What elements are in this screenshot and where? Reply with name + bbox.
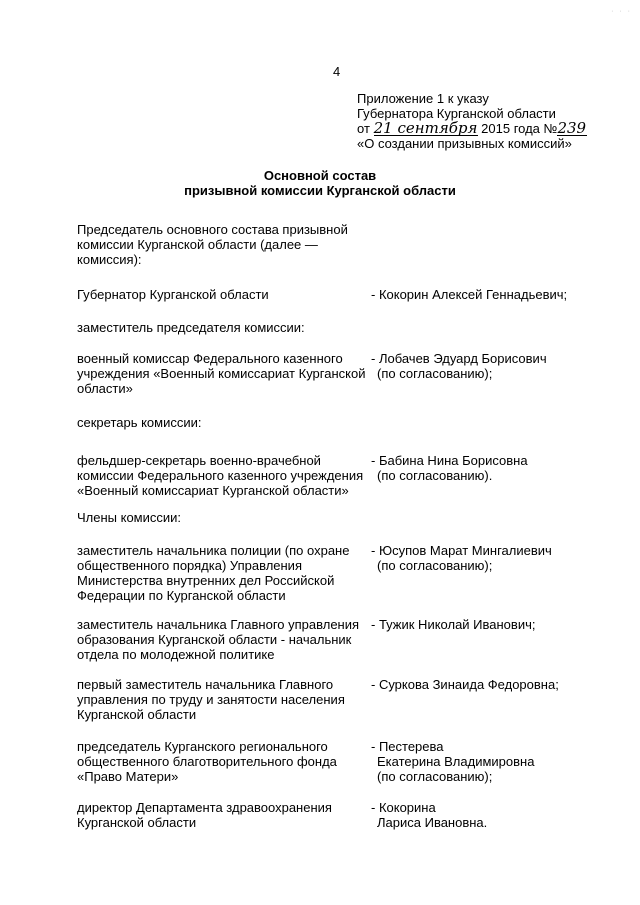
title-line-1: Основной состав [263, 168, 377, 183]
appendix-line-1: Приложение 1 к указу [357, 91, 489, 106]
text-line: комиссии Курганской области (далее — [77, 237, 318, 252]
position-text [77, 739, 367, 784]
text-line: директор Департамента здравоохранения [77, 800, 332, 815]
text-line: Лариса Ивановна. [377, 815, 488, 830]
text-line: общественного порядка) Управления [77, 558, 302, 573]
text-line: (по согласованию); [377, 769, 493, 784]
appendix-line-2: Губернатора Курганской области [357, 106, 556, 121]
handwritten-number: 239 [557, 119, 587, 137]
secretary-heading: секретарь комиссии: [77, 415, 202, 430]
text-line: (по согласованию). [377, 468, 493, 483]
position-text [77, 617, 367, 662]
appendix-header [357, 91, 627, 151]
handwritten-date: 21 сентября [373, 119, 478, 137]
text-line: учреждения «Военный комиссариат Курганской [77, 366, 366, 381]
text-line: Губернатор Курганской области [77, 287, 269, 302]
text-line: Екатерина Владимировна [377, 754, 535, 769]
text-line: - Лобачев Эдуард Борисович [371, 351, 547, 366]
document-title [0, 168, 640, 198]
scan-corner-marks: · · · [611, 8, 632, 15]
text-line: образования Курганской области - начальник [77, 632, 352, 647]
text-line: комиссии Федерального казенного учреждения [77, 468, 364, 483]
text-line: - Бабина Нина Борисовна [371, 453, 528, 468]
deputy-heading: заместитель председателя комиссии: [77, 320, 305, 335]
text-line: военный комиссар Федерального казенного [77, 351, 343, 366]
text-line: «Военный комиссариат Курганской области» [77, 483, 349, 498]
members-heading: Члены комиссии: [77, 510, 182, 525]
text-line: отдела по молодежной политике [77, 647, 275, 662]
text-line: первый заместитель начальника Главного [77, 677, 334, 692]
text-line: - Юсупов Марат Мингалиевич [371, 543, 552, 558]
text-line: области» [77, 381, 133, 396]
position-text [77, 351, 367, 396]
text-line: - Тужик Николай Иванович; [371, 617, 536, 632]
person-name [371, 677, 611, 692]
text-line: председатель Курганского регионального [77, 739, 328, 754]
position-text [77, 543, 367, 603]
text-line: общественного благотворительного фонда [77, 754, 337, 769]
text-line: Председатель основного состава призывной [77, 222, 348, 237]
text-line: - Суркова Зинаида Федоровна; [371, 677, 559, 692]
position-text [77, 677, 367, 722]
position-text [77, 287, 367, 302]
page-number: 4 [333, 64, 341, 79]
position-text [77, 453, 367, 498]
person-name [371, 287, 611, 302]
text-line: заместитель начальника Главного управления [77, 617, 360, 632]
date-prefix: от [357, 121, 370, 136]
title-line-2: призывной комиссии Курганской области [184, 183, 456, 198]
text-line: Курганской области [77, 815, 197, 830]
text-line: Министерства внутренних дел Российской [77, 573, 335, 588]
appendix-date-line [357, 121, 627, 136]
text-line: комиссия): [77, 252, 142, 267]
year-text: 2015 года № [481, 121, 558, 136]
text-line: - Пестерева [371, 739, 444, 754]
text-line: Курганской области [77, 707, 197, 722]
text-line: - Кокорин Алексей Геннадьевич; [371, 287, 568, 302]
text-line: (по согласованию); [377, 366, 493, 381]
text-line: «Право Матери» [77, 769, 179, 784]
text-line: управления по труду и занятости населения [77, 692, 345, 707]
position-text [77, 800, 367, 830]
text-line: - Кокорина [371, 800, 436, 815]
text-line: заместитель начальника полиции (по охране [77, 543, 350, 558]
appendix-line-4: «О создании призывных комиссий» [357, 136, 572, 151]
text-line: Федерации по Курганской области [77, 588, 286, 603]
text-line: фельдшер-секретарь военно-врачебной [77, 453, 321, 468]
person-name [371, 543, 611, 573]
person-name [371, 739, 611, 784]
person-name [371, 617, 611, 632]
person-name [371, 351, 611, 381]
person-name [371, 453, 611, 483]
person-name [371, 800, 611, 830]
text-line: (по согласованию); [377, 558, 493, 573]
chairman-intro [77, 222, 377, 267]
